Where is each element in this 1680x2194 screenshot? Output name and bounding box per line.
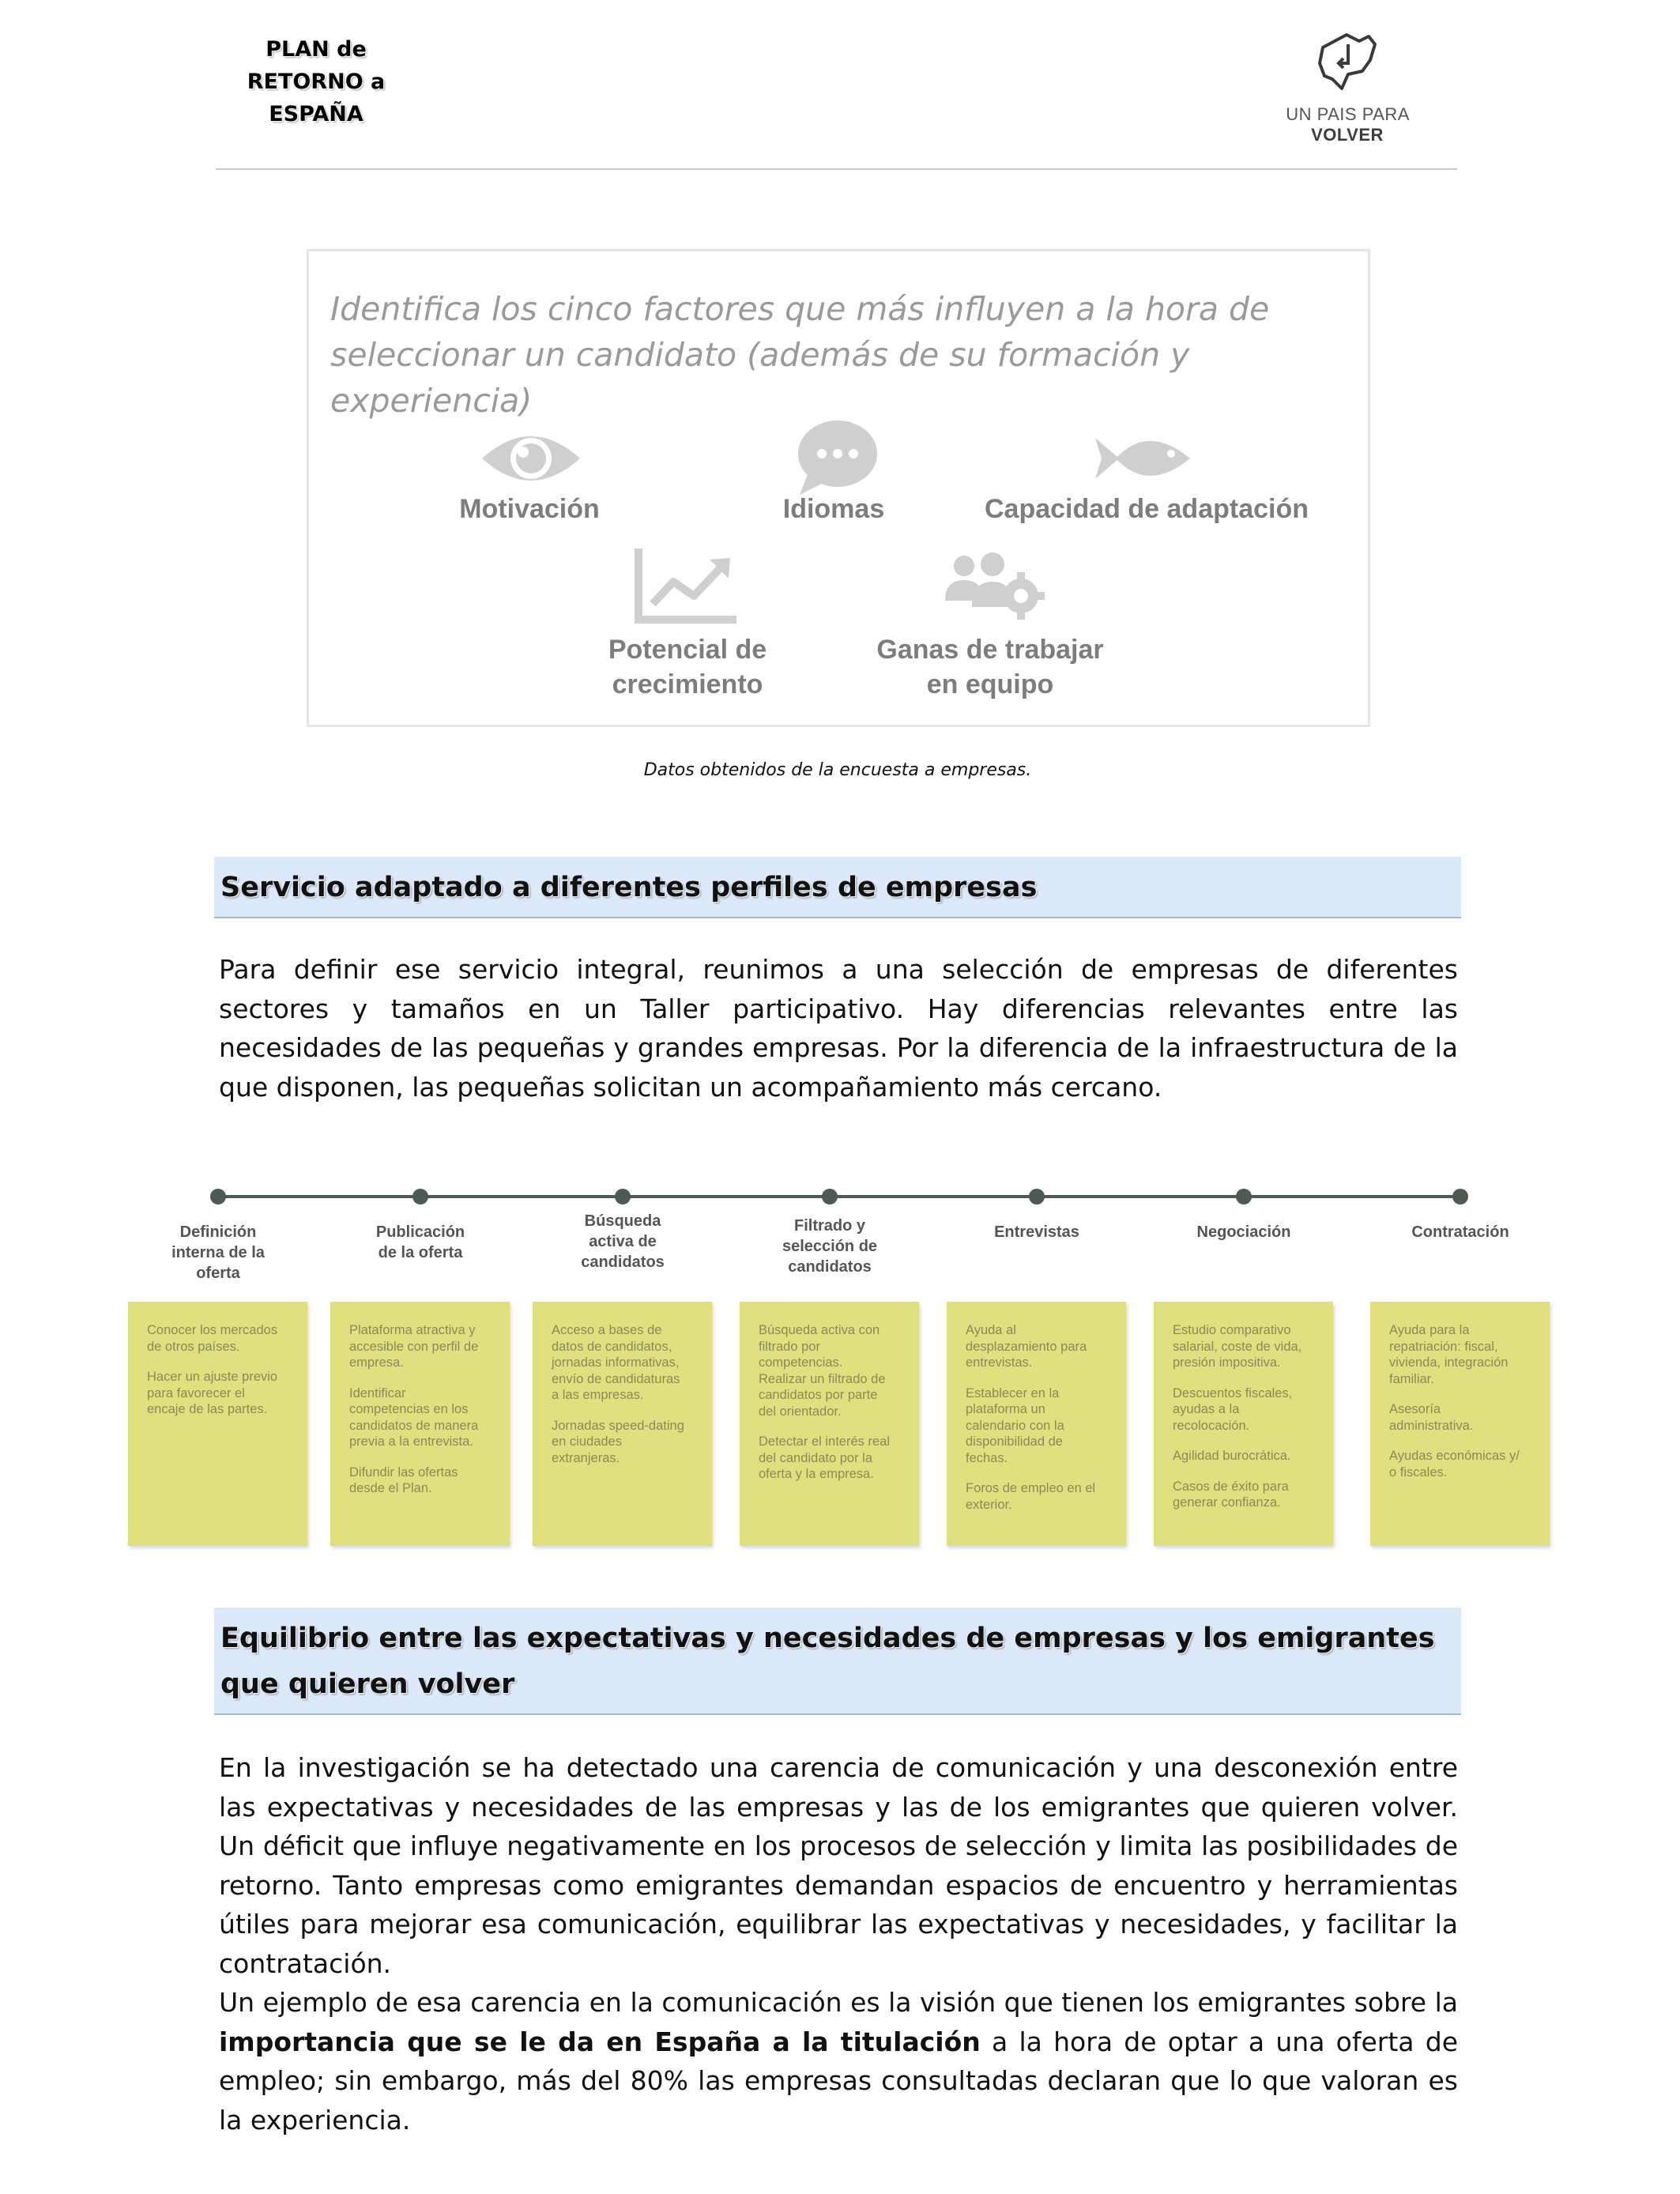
card-item: Ayuda para la repatriación: fiscal, vivienda, integración familiar. [1389, 1323, 1509, 1386]
section2-paragraph-1: En la investigación se ha detectado una carencia de comunicación y una desconexión entre las expectativas y necesidades de las empresas y las de los emigrantes que quieren volver. Un déficit que influye negativamente en los procesos de selección y limita las posibilidades de retorno. Tanto empresas como emigrantes demandan espacios de encuentro y herramientas útiles para mejorar esa comunicación, equilibrar las expectativas y necesidades, y facilitar la contratación. [219, 1752, 1458, 1979]
plan-title [237, 33, 395, 130]
question-line: seleccionar un candidato (además de su formación y experiencia) [330, 336, 1190, 420]
stage-label-line: interna de la [171, 1244, 265, 1261]
stage-label-line: Contratación [1411, 1223, 1509, 1241]
timeline-dot [1236, 1189, 1252, 1204]
infographic-question [330, 286, 1350, 424]
stage-card-definicion [128, 1302, 307, 1546]
factor-ganas-trabajar-equipo [852, 632, 1128, 702]
growth-chart-icon [634, 545, 740, 624]
fish-icon [1092, 427, 1198, 490]
section-title-servicio: Servicio adaptado a diferentes perfiles de empresas [214, 857, 1461, 918]
timeline-dot [1029, 1189, 1045, 1204]
stage-label-line: Búsqueda [584, 1212, 661, 1230]
stage-card-filtrado [740, 1302, 919, 1546]
stage-card-contratacion [1370, 1302, 1550, 1546]
paragraph-text: Un ejemplo de esa carencia en la comunicación es la visión que tienen los emigrantes sobre la [219, 1987, 1458, 2018]
stage-card-entrevistas [947, 1302, 1126, 1546]
section1-paragraph: Para definir ese servicio integral, reunimos a una selección de empresas de diferentes sectores y tamaños en un Taller participativo. Hay diferencias relevantes entre las necesidades de las pequeñas y grandes empresas. Por la diferencia de la infraestructura de la que disponen, las pequeñas solicitan un acompañamiento más cercano. [219, 954, 1458, 1103]
plan-title-line: RETORNO a [247, 70, 386, 94]
stage-label-line: Publicación [375, 1223, 465, 1241]
timeline-dot [615, 1189, 631, 1204]
card-item: Ayudas económicas y/ o fiscales. [1389, 1449, 1520, 1480]
card-item: Agilidad burocrática. [1173, 1449, 1291, 1463]
stage-label-line: selección de [782, 1238, 878, 1255]
card-item: Difundir las ofertas desde el Plan. [349, 1465, 458, 1495]
stage-label-line: Negociación [1196, 1223, 1291, 1241]
stage-label-filtrado [747, 1216, 913, 1277]
card-item: Acceso a bases de datos de candidatos, jornadas informativas, envío de candidaturas a las empresas. [552, 1323, 680, 1402]
stage-label-negociacion [1161, 1222, 1327, 1242]
stage-label-definicion [135, 1222, 301, 1284]
card-item: Búsqueda activa con filtrado por competencias. Realizar un filtrado de candidatos por parte del orientador. [759, 1323, 886, 1419]
card-item: Casos de éxito para generar confianza. [1173, 1479, 1289, 1510]
stage-label-line: oferta [196, 1265, 240, 1282]
infographic-caption: Datos obtenidos de la encuesta a empresas. [643, 760, 1032, 780]
section-title-line: que quieren volver [220, 1668, 515, 1700]
card-item: Conocer los mercados de otros países. [147, 1323, 278, 1354]
paragraph-emphasis: importancia que se le da en España a la titulación [219, 2026, 981, 2057]
stage-card-publicacion [330, 1302, 510, 1546]
brand-bold: VOLVER [1311, 125, 1384, 145]
brand-name [1256, 104, 1438, 145]
team-gear-icon [939, 548, 1046, 623]
stage-label-busqueda [540, 1211, 706, 1272]
stage-label-line: Definición [179, 1223, 257, 1241]
card-item: Identificar competencias en los candidatos de manera previa a la entrevista. [349, 1385, 479, 1449]
card-item: Ayuda al desplazamiento para entrevistas. [966, 1323, 1087, 1370]
stage-label-line: de la oferta [378, 1244, 463, 1261]
stage-label-line: candidatos [788, 1258, 872, 1276]
speech-bubble-icon [793, 419, 879, 496]
section-title-equilibrio [214, 1608, 1461, 1715]
card-item: Jornadas speed-dating en ciudades extranjeras. [552, 1418, 684, 1465]
brand-logo-icon [1312, 28, 1380, 95]
timeline-line [218, 1195, 1461, 1198]
section-title-line: Equilibrio entre las expectativas y necesidades de empresas y los emigrantes [220, 1623, 1435, 1654]
factor-label-line: Ganas de trabajar [876, 635, 1104, 665]
factor-motivacion: Motivación [459, 494, 600, 524]
stage-label-line: candidatos [581, 1253, 665, 1271]
header-divider [216, 168, 1457, 170]
factor-idiomas: Idiomas [782, 494, 885, 524]
card-item: Plataforma atractiva y accesible con perfil de empresa. [349, 1323, 479, 1370]
factor-label-line: crecimiento [612, 669, 763, 699]
plan-title-line: ESPAÑA [269, 102, 363, 126]
stage-label-entrevistas [954, 1222, 1120, 1242]
eye-icon [479, 425, 583, 492]
factor-capacidad-adaptacion: Capacidad de adaptación [985, 494, 1309, 524]
factor-label-line: Potencial de [608, 635, 767, 665]
stage-label-line: Entrevistas [994, 1223, 1079, 1241]
plan-title-line: PLAN de [266, 37, 367, 62]
timeline-dot [1452, 1189, 1468, 1204]
card-item: Descuentos fiscales, ayudas a la recolocación. [1173, 1385, 1293, 1433]
card-item: Estudio comparativo salarial, coste de vida, presión impositiva. [1173, 1323, 1302, 1370]
card-item: Asesoría administrativa. [1389, 1402, 1474, 1433]
brand-prefix: UN PAIS PARA [1286, 104, 1409, 124]
card-item: Hacer un ajuste previo para favorecer el encaje de las partes. [147, 1370, 278, 1416]
timeline-dot [822, 1189, 838, 1204]
factor-potencial-crecimiento [577, 632, 798, 702]
stage-card-negociacion [1154, 1302, 1333, 1546]
stage-label-line: activa de [589, 1233, 657, 1250]
paragraph-text: a la hora de optar a una oferta de empleo; sin embargo, más del 80% las empresas consultadas declaran que lo que valoran es la experiencia. [219, 2026, 1458, 2136]
stage-label-line: Filtrado y [793, 1217, 865, 1235]
timeline-dot [412, 1189, 428, 1204]
card-item: Establecer en la plataforma un calendario con la disponibilidad de fechas. [966, 1385, 1064, 1465]
section2-paragraph-2 [219, 1983, 1458, 2139]
question-line: Identifica los cinco factores que más influyen a la hora de [330, 290, 1270, 328]
timeline-dot [210, 1189, 226, 1204]
factor-label-line: en equipo [926, 669, 1054, 699]
stage-label-publicacion [337, 1222, 503, 1263]
stage-card-busqueda [533, 1302, 712, 1546]
card-item: Foros de empleo en el exterior. [966, 1481, 1096, 1512]
stage-label-contratacion [1377, 1222, 1543, 1242]
card-item: Detectar el interés real del candidato por la oferta y la empresa. [759, 1434, 890, 1481]
